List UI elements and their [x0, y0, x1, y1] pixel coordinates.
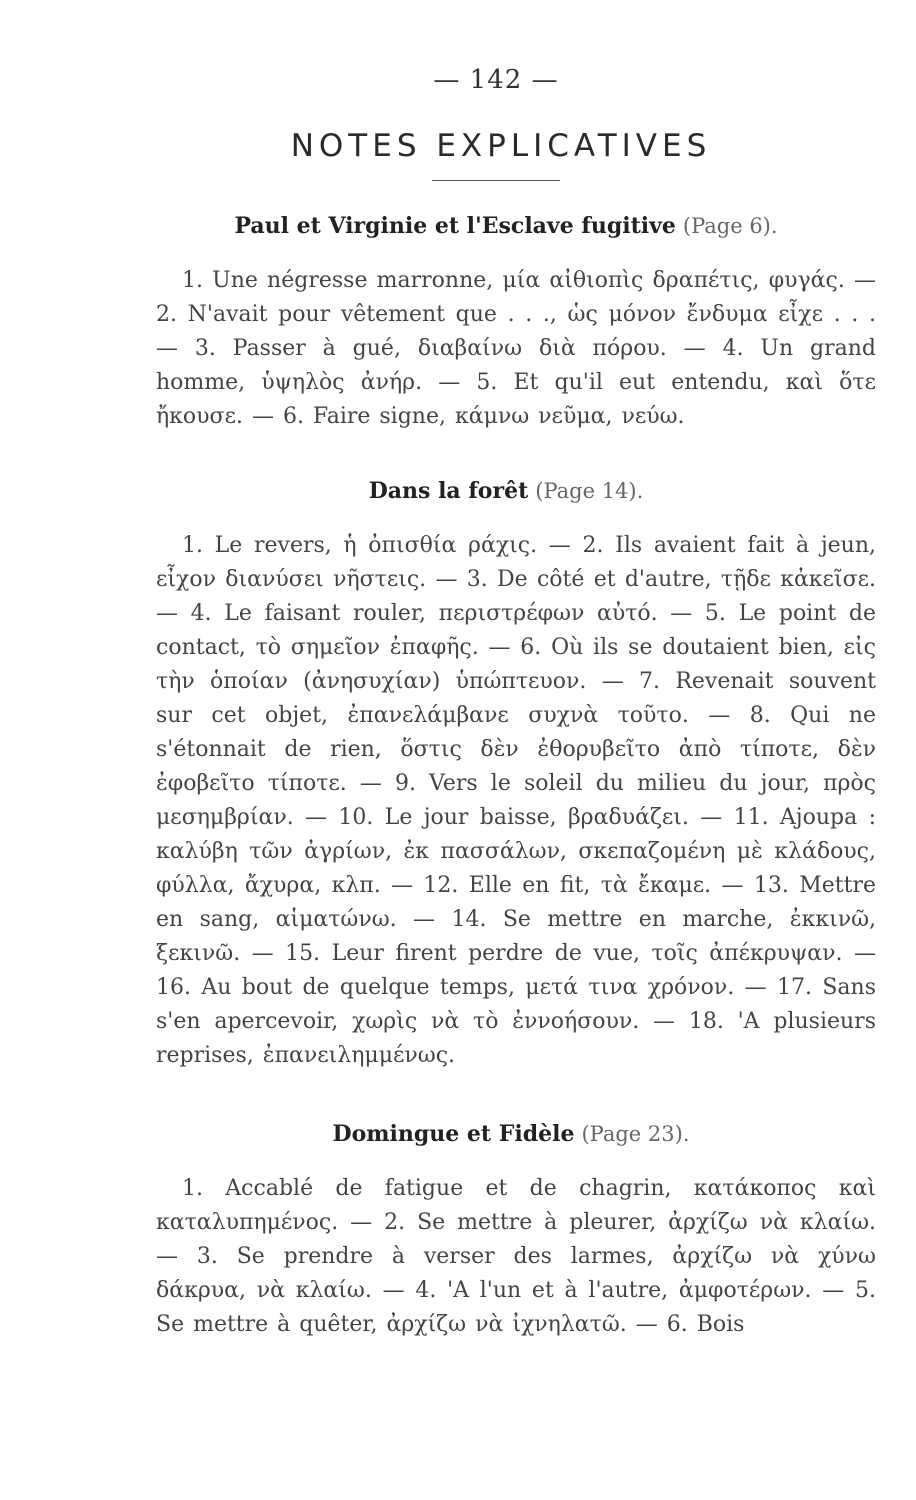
- section-heading-2: [136, 476, 876, 507]
- book-page: [156, 58, 876, 1364]
- section-heading-1-title: Paul et Virginie et l'Esclave fugitive: [234, 213, 676, 239]
- section-notes-3: 1. Accablé de fatigue et de chagrin, κατάκοπος καὶ καταλυπημένος. — 2. Se mettre à pleurer, ἀρχίζω νὰ κλαίω. — 3. Se prendre à verser des larmes, ἀρχίζω νὰ χύνω δάκρυα, νὰ κλαίω. — 4. 'A l'un et à l'autre, ἀμφοτέρων. — 5. Se mettre à quêter, ἀρχίζω νὰ ἰχνηλατῶ. — 6. Bois: [156, 1176, 876, 1337]
- section-heading-3-page-ref: (Page 23).: [581, 1122, 690, 1146]
- section-heading-3-title: Domingue et Fidèle: [332, 1121, 575, 1147]
- page-title: NOTES EXPLICATIVES: [290, 128, 712, 164]
- section-heading-1-page-ref: (Page 6).: [682, 214, 778, 238]
- section-heading-3: [146, 1119, 876, 1150]
- section-notes-2: 1. Le revers, ἡ ὀπισθία ράχις. — 2. Ils avaient fait à jeun, εἶχον διανύσει νῆστεις. — 3. De côté et d'autre, τῇδε κἀκεῖσε. — 4. Le faisant rouler, περιστρέφων αὐτό. — 5. Le point de contact, τὸ σημεῖον ἐπαφῆς. — 6. Où ils se doutaient bien, εἰς τὴν ὁποίαν (ἀνησυχίαν) ὑπώπτευον. — 7. Revenait souvent sur cet objet, ἐπανελάμβανε συχνὰ τοῦτο. — 8. Qui ne s'étonnait de rien, ὅστις δὲν ἐθορυβεῖτο ἀπὸ τίποτε, δὲν ἐφοβεῖτο τίποτε. — 9. Vers le soleil du milieu du jour, πρὸς μεσημβρίαν. — 10. Le jour baisse, βραδυάζει. — 11. Ajoupa : καλύβη τῶν ἀγρίων, ἐκ πασσάλων, σκεπαζομένη μὲ κλάδους, φύλλα, ἄχυρα, κλπ. — 12. Elle en fit, τὰ ἔκαμε. — 13. Mettre en sang, αἱματώνω. — 14. Se mettre en marche, ἐκκινῶ, ξεκινῶ. — 15. Leur firent perdre de vue, τοῖς ἀπέκρυψαν. — 16. Au bout de quelque temps, μετά τινα χρόνον. — 17. Sans s'en apercevoir, χωρὶς νὰ τὸ ἐννοήσουν. — 18. 'A plusieurs reprises, ἐπανειλημμένως.: [156, 533, 876, 1068]
- section-heading-2-title: Dans la forêt: [368, 478, 529, 504]
- section-heading-2-page-ref: (Page 14).: [535, 479, 644, 503]
- section-notes-1: 1. Une négresse marronne, μία αἰθιοπὶς δραπέτις, φυγάς. — 2. N'avait pour vêtement que . . ., ὡς μόνον ἔνδυμα εἶχε . . . — 3. Passer à gué, διαβαίνω διὰ πόρου. — 4. Un grand homme, ὑψηλὸς ἀνήρ. — 5. Et qu'il eut entendu, καὶ ὅτε ἤκουσε. — 6. Faire signe, κάμνω νεῦμα, νεύω.: [156, 268, 876, 429]
- title-divider: [432, 180, 560, 181]
- page-number: — 142 —: [433, 65, 559, 95]
- section-heading-1: [136, 211, 876, 242]
